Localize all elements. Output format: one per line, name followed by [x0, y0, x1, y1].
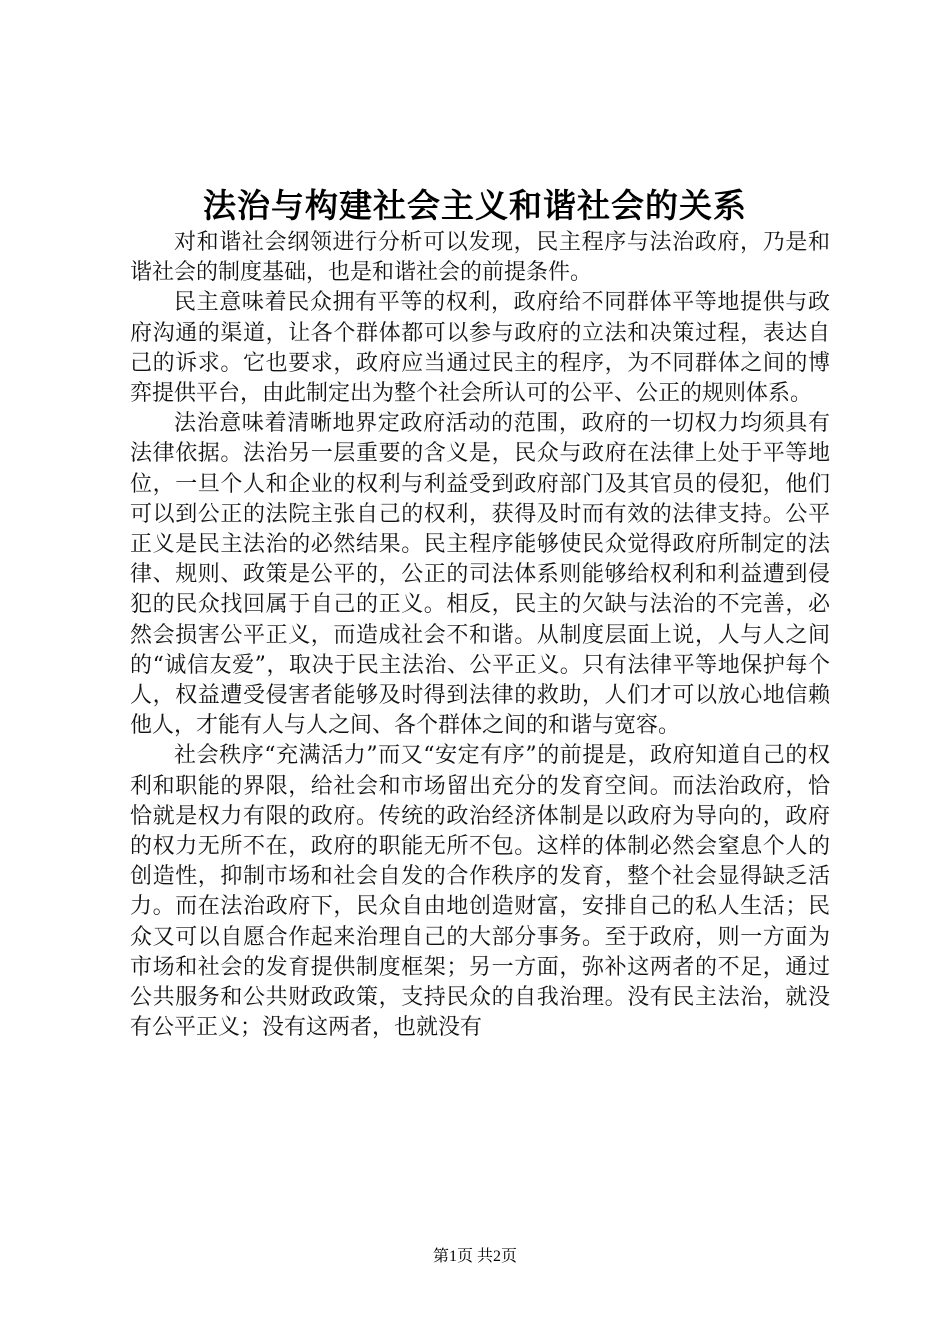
page-footer: 第1页 共2页 — [432, 1248, 517, 1265]
paragraph: 社会秩序“充满活力”而又“安定有序”的前提是，政府知道自己的权利和职能的界限，给社会和市场留出充分的发育空间。而法治政府，恰恰就是权力有限的政府。传统的政治经济体制是以政府为导向的，政府的权力无所不在，政府的职能无所不包。这样的体制必然会窒息个人的创造性，抑制市场和社会自发的合作秩序的发育，整个社会显得缺乏活力。而在法治政府下，民众自由地创造财富，安排自己的私人生活；民众又可以自愿合作起来治理自己的大部分事务。至于政府，则一方面为市场和社会的发育提供制度框架；另一方面，弥补这两者的不足，通过公共服务和公共财政政策，支持民众的自我治理。没有民主法治，就没有公平正义；没有这两者，也就没有 — [130, 743, 830, 1041]
paragraph: 民主意味着民众拥有平等的权利，政府给不同群体平等地提供与政府沟通的渠道，让各个群体都可以参与政府的立法和决策过程，表达自己的诉求。它也要求，政府应当通过民主的程序，为不同群体之间的博弈提供平台，由此制定出为整个社会所认可的公平、公正的规则体系。 — [130, 290, 830, 407]
paragraph: 对和谐社会纲领进行分析可以发现，民主程序与法治政府，乃是和谐社会的制度基础，也是和谐社会的前提条件。 — [130, 230, 830, 286]
document-title: 法治与构建社会主义和谐社会的关系 — [203, 186, 747, 225]
paragraph: 法治意味着清晰地界定政府活动的范围，政府的一切权力均须具有法律依据。法治另一层重要的含义是，民众与政府在法律上处于平等地位，一旦个人和企业的权利与利益受到政府部门及其官员的侵犯，他们可以到公正的法院主张自己的权利，获得及时而有效的法律支持。公平正义是民主法治的必然结果。民主程序能够使民众觉得政府所制定的法律、规则、政策是公平的，公正的司法体系则能够给权利和利益遭到侵犯的民众找回属于自己的正义。相反，民主的欠缺与法治的不完善，必然会损害公平正义，而造成社会不和谐。从制度层面上说，人与人之间的“诚信友爱”，取决于民主法治、公平正义。只有法律平等地保护每个人，权益遭受侵害者能够及时得到法律的救助，人们才可以放心地信赖他人，才能有人与人之间、各个群体之间的和谐与宽容。 — [130, 411, 830, 739]
document-body — [130, 228, 830, 1043]
